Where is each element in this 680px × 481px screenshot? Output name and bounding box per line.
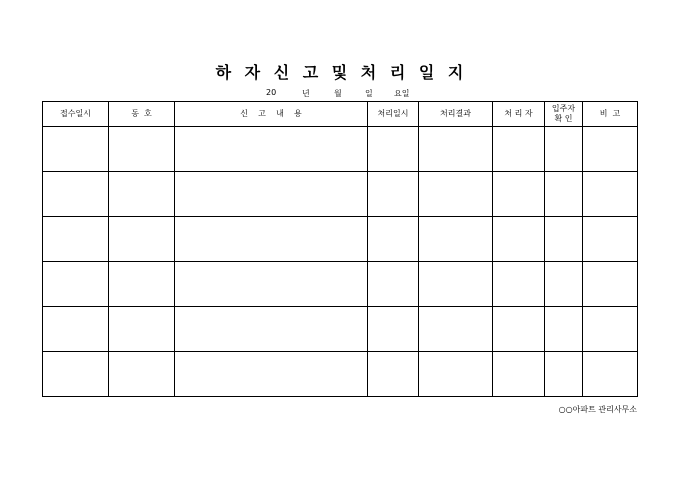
table-cell[interactable] — [43, 172, 109, 217]
table-cell[interactable] — [545, 217, 583, 262]
table-cell[interactable] — [109, 217, 175, 262]
table-cell[interactable] — [109, 127, 175, 172]
table-cell[interactable] — [583, 262, 638, 307]
table-cell[interactable] — [43, 352, 109, 397]
table-cell[interactable] — [368, 307, 419, 352]
col-processed-datetime: 처리일시 — [368, 102, 419, 127]
table-cell[interactable] — [419, 352, 493, 397]
header-row — [43, 102, 638, 127]
table-cell[interactable] — [368, 262, 419, 307]
table-row — [43, 262, 638, 307]
document-title: 하 자 신 고 및 처 리 일 지 — [215, 63, 465, 82]
table-cell[interactable] — [368, 352, 419, 397]
table-cell[interactable] — [583, 307, 638, 352]
table-cell[interactable] — [368, 172, 419, 217]
table-cell[interactable] — [583, 352, 638, 397]
table-cell[interactable] — [493, 262, 545, 307]
table-cell[interactable] — [419, 172, 493, 217]
table-cell[interactable] — [175, 262, 368, 307]
table-cell[interactable] — [109, 172, 175, 217]
defect-log-table — [42, 101, 638, 397]
table-cell[interactable] — [419, 217, 493, 262]
table-cell[interactable] — [109, 262, 175, 307]
table-cell[interactable] — [583, 217, 638, 262]
table-cell[interactable] — [43, 127, 109, 172]
col-received-datetime: 접수일시 — [43, 102, 109, 127]
table-row — [43, 352, 638, 397]
table-cell[interactable] — [43, 217, 109, 262]
table-cell[interactable] — [109, 307, 175, 352]
table-cell[interactable] — [493, 307, 545, 352]
date-day-unit: 일 — [365, 89, 373, 98]
col-report-content: 신 고 내 용 — [175, 102, 368, 127]
table-row — [43, 307, 638, 352]
table-cell[interactable] — [419, 262, 493, 307]
col-remarks: 비 고 — [583, 102, 638, 127]
date-year-unit: 년 — [302, 89, 310, 98]
table-cell[interactable] — [545, 262, 583, 307]
table-cell[interactable] — [368, 127, 419, 172]
table-cell[interactable] — [545, 307, 583, 352]
col-resident-confirm: 입주자 확 인 — [545, 102, 583, 127]
table-cell[interactable] — [493, 352, 545, 397]
table-cell[interactable] — [43, 307, 109, 352]
col-unit: 동 호 — [109, 102, 175, 127]
table-cell[interactable] — [175, 127, 368, 172]
table-cell[interactable] — [368, 217, 419, 262]
col-process-result: 처리결과 — [419, 102, 493, 127]
table-row — [43, 172, 638, 217]
col-processor: 처 리 자 — [493, 102, 545, 127]
table-cell[interactable] — [109, 352, 175, 397]
table-cell[interactable] — [493, 127, 545, 172]
date-line — [0, 88, 680, 100]
table-cell[interactable] — [175, 172, 368, 217]
table-cell[interactable] — [545, 127, 583, 172]
table-cell[interactable] — [493, 217, 545, 262]
footer-office: ○○아파트 관리사무소 — [558, 405, 637, 414]
table-cell[interactable] — [43, 262, 109, 307]
table-cell[interactable] — [583, 127, 638, 172]
date-year: 20 — [266, 88, 277, 97]
date-weekday-unit: 요일 — [394, 89, 410, 98]
table-cell[interactable] — [175, 217, 368, 262]
table-cell[interactable] — [493, 172, 545, 217]
table-cell[interactable] — [419, 307, 493, 352]
table-row — [43, 127, 638, 172]
table-cell[interactable] — [419, 127, 493, 172]
date-month-unit: 월 — [334, 89, 342, 98]
table-cell[interactable] — [545, 172, 583, 217]
table-cell[interactable] — [175, 307, 368, 352]
table-row — [43, 217, 638, 262]
table-cell[interactable] — [175, 352, 368, 397]
table-cell[interactable] — [583, 172, 638, 217]
table-cell[interactable] — [545, 352, 583, 397]
